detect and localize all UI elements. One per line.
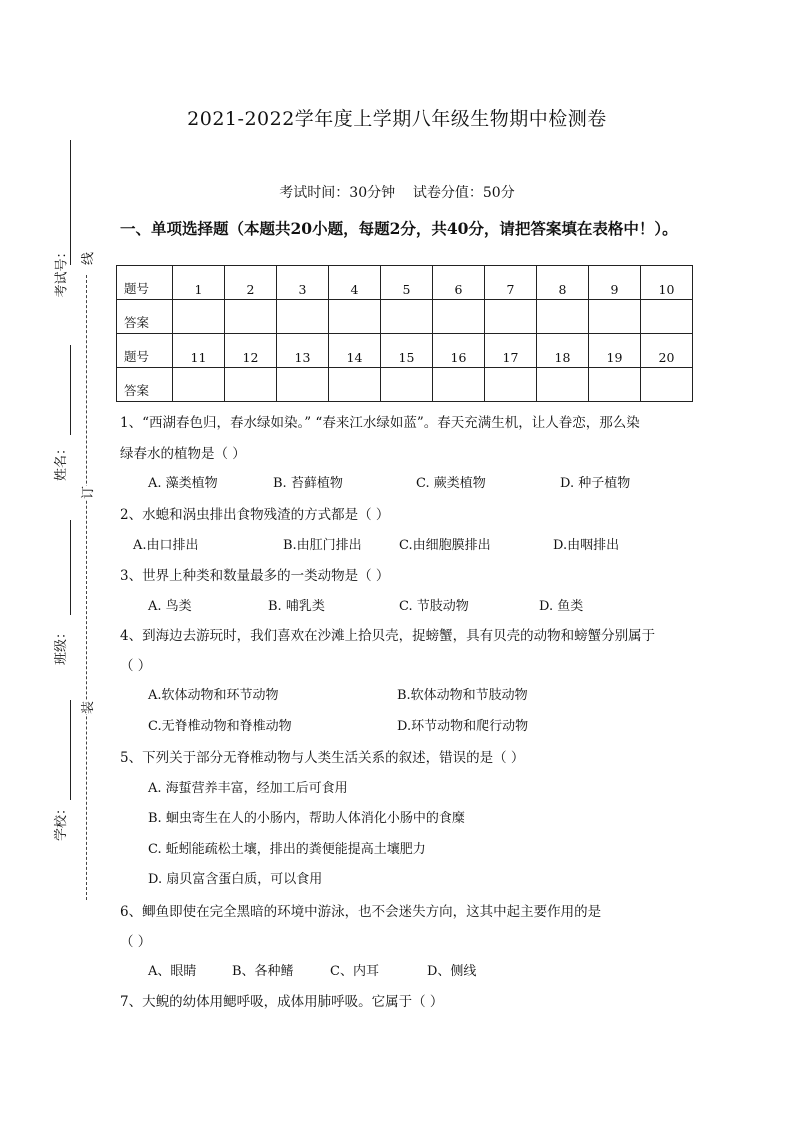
- question-number: 4: [329, 266, 381, 300]
- question-7-stem: 7、大鲵的幼体用鳃呼吸，成体用肺呼吸。它属于（ ）: [120, 994, 444, 1010]
- answer-cell[interactable]: [225, 300, 277, 334]
- side-mark-zhuang: 装: [75, 701, 98, 714]
- exam-info: 考试时间：30分钟 试卷分值：50分: [279, 185, 515, 201]
- question-1-option-d: D. 种子植物: [560, 476, 631, 491]
- question-number: 1: [173, 266, 225, 300]
- question-number: 16: [433, 334, 485, 368]
- question-number: 9: [589, 266, 641, 300]
- question-number: 11: [173, 334, 225, 368]
- question-1-option-a: A. 藻类植物: [148, 476, 218, 491]
- question-4-option-a: A.软体动物和环节动物: [148, 688, 279, 703]
- question-2-option-b: B.由肛门排出: [283, 538, 362, 553]
- question-number: 10: [641, 266, 693, 300]
- side-line-class: [70, 520, 71, 615]
- question-6-stem-line-2: （ ）: [120, 934, 152, 950]
- question-3-option-a: A. 鸟类: [148, 599, 192, 614]
- row-label: 答案: [117, 300, 173, 334]
- question-3-option-d: D. 鱼类: [539, 599, 584, 614]
- answer-cell[interactable]: [589, 368, 641, 402]
- question-6-option-a: A、眼睛: [148, 964, 197, 979]
- question-5-option-b: B. 蛔虫寄生在人的小肠内，帮助人体消化小肠中的食糜: [148, 811, 465, 826]
- question-number: 19: [589, 334, 641, 368]
- side-label-exam-no: 考试号：: [54, 245, 70, 298]
- question-6-option-b: B、各种鳍: [232, 964, 294, 979]
- section-heading: 一、单项选择题（本题共20小题，每题2分，共40分，请把答案填在表格中！）。: [120, 219, 678, 238]
- side-label-school: 学校：: [54, 801, 70, 842]
- answer-cell[interactable]: [641, 300, 693, 334]
- answer-cell[interactable]: [277, 368, 329, 402]
- question-number: 14: [329, 334, 381, 368]
- answer-cell[interactable]: [381, 368, 433, 402]
- answer-table: [116, 265, 693, 402]
- question-3-stem: 3、世界上种类和数量最多的一类动物是（ ）: [120, 568, 390, 584]
- answer-cell[interactable]: [589, 300, 641, 334]
- question-4-option-d: D.环节动物和爬行动物: [397, 719, 529, 734]
- question-number: 12: [225, 334, 277, 368]
- answer-cell[interactable]: [277, 300, 329, 334]
- question-4-option-c: C.无脊椎动物和脊椎动物: [148, 719, 292, 734]
- question-number: 17: [485, 334, 537, 368]
- answer-cell[interactable]: [485, 300, 537, 334]
- side-line-name: [70, 345, 71, 435]
- question-number: 18: [537, 334, 589, 368]
- answer-cell[interactable]: [485, 368, 537, 402]
- question-number: 13: [277, 334, 329, 368]
- answer-cell[interactable]: [381, 300, 433, 334]
- answer-cell[interactable]: [173, 300, 225, 334]
- question-1-stem-line-2: 绿春水的植物是（ ）: [120, 446, 246, 462]
- question-2-option-d: D.由咽排出: [553, 538, 620, 553]
- row-label: 题号: [117, 334, 173, 368]
- answer-cell[interactable]: [433, 368, 485, 402]
- question-5-option-d: D. 扇贝富含蛋白质，可以食用: [148, 872, 323, 887]
- binding-dashed-line: [86, 275, 87, 900]
- table-row: [117, 266, 693, 300]
- question-3-option-b: B. 哺乳类: [268, 599, 325, 614]
- question-6-option-c: C、内耳: [330, 964, 379, 979]
- answer-cell[interactable]: [173, 368, 225, 402]
- side-label-class: 班级：: [54, 625, 70, 666]
- table-row: [117, 300, 693, 334]
- side-label-name: 姓名：: [54, 441, 70, 482]
- answer-cell[interactable]: [329, 300, 381, 334]
- question-6-option-d: D、侧线: [427, 964, 477, 979]
- question-number: 3: [277, 266, 329, 300]
- page-title: 2021-2022学年度上学期八年级生物期中检测卷: [187, 108, 607, 130]
- answer-cell[interactable]: [329, 368, 381, 402]
- question-2-option-a: A.由口排出: [133, 538, 199, 553]
- question-5-option-c: C. 蚯蚓能疏松土壤，排出的粪便能提高土壤肥力: [148, 842, 426, 857]
- question-number: 7: [485, 266, 537, 300]
- side-mark-ding: 订: [75, 486, 98, 499]
- question-number: 20: [641, 334, 693, 368]
- side-mark-xian: 线: [75, 252, 98, 265]
- question-number: 2: [225, 266, 277, 300]
- answer-cell[interactable]: [537, 368, 589, 402]
- question-3-option-c: C. 节肢动物: [399, 599, 469, 614]
- question-2-option-c: C.由细胞膜排出: [399, 538, 491, 553]
- table-row: [117, 334, 693, 368]
- question-4-stem-line-2: （ ）: [120, 658, 152, 674]
- table-row: [117, 368, 693, 402]
- question-5-option-a: A. 海蜇营养丰富，经加工后可食用: [148, 781, 348, 796]
- answer-cell[interactable]: [641, 368, 693, 402]
- question-1-option-c: C. 蕨类植物: [416, 476, 486, 491]
- question-4-stem-line-1: 4、到海边去游玩时，我们喜欢在沙滩上拾贝壳，捉螃蟹，具有贝壳的动物和螃蟹分别属于: [120, 628, 656, 644]
- question-number: 8: [537, 266, 589, 300]
- question-number: 5: [381, 266, 433, 300]
- question-number: 6: [433, 266, 485, 300]
- answer-cell[interactable]: [225, 368, 277, 402]
- question-5-stem: 5、下列关于部分无脊椎动物与人类生活关系的叙述，错误的是（ ）: [120, 750, 525, 766]
- question-6-stem-line-1: 6、鲫鱼即使在完全黑暗的环境中游泳，也不会迷失方向，这其中起主要作用的是: [120, 904, 602, 920]
- side-line-exam-no: [70, 140, 71, 265]
- side-line-school: [70, 700, 71, 800]
- question-1-stem-line-1: 1、“西湖春色归，春水绿如染。” “春来江水绿如蓝”。春天充满生机，让人眷恋，那么染: [120, 415, 640, 431]
- question-1-option-b: B. 苔藓植物: [273, 476, 343, 491]
- row-label: 题号: [117, 266, 173, 300]
- question-number: 15: [381, 334, 433, 368]
- question-4-option-b: B.软体动物和节肢动物: [397, 688, 528, 703]
- row-label: 答案: [117, 368, 173, 402]
- answer-cell[interactable]: [537, 300, 589, 334]
- question-2-stem: 2、水螅和涡虫排出食物残渣的方式都是（ ）: [120, 507, 390, 523]
- answer-cell[interactable]: [433, 300, 485, 334]
